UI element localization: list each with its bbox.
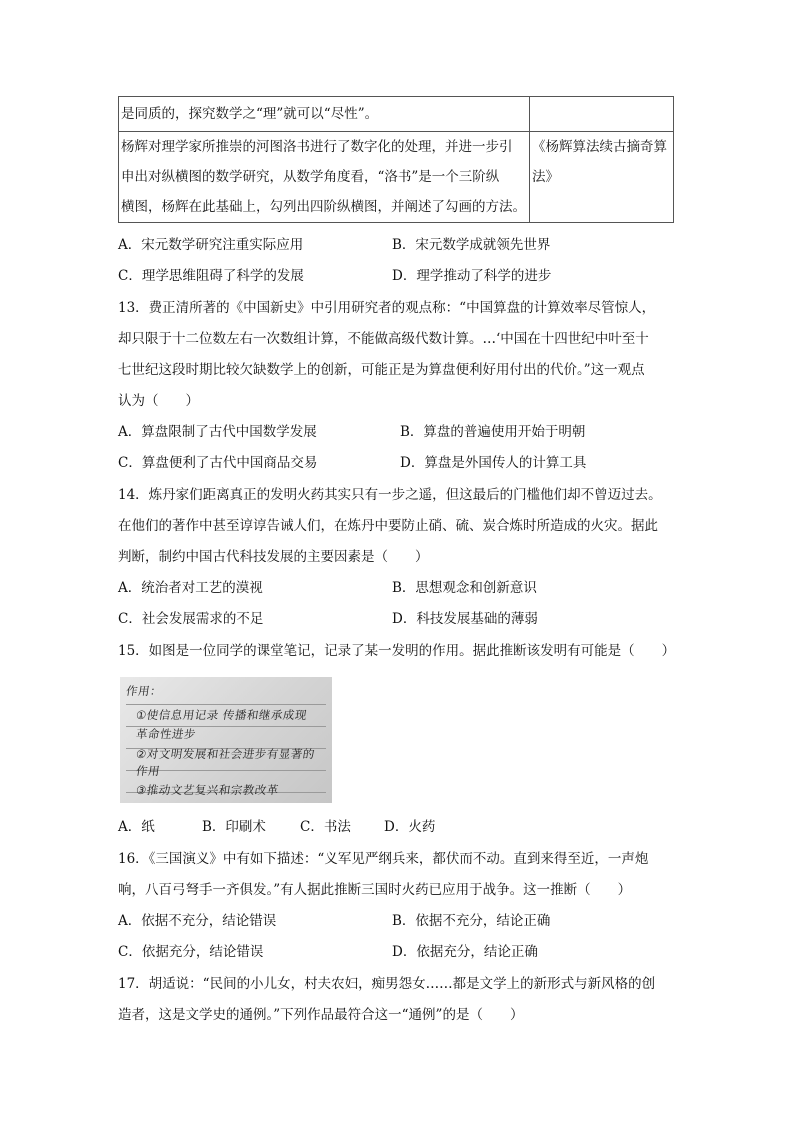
table-row [119,97,674,132]
table-text-line: 杨辉对理学家所推崇的河图洛书进行了数字化的处理，并进一步引 [121,139,513,155]
q14-option-b: B．思想观念和创新意识 [392,580,537,596]
q16-option-a: A．依据不充分，结论错误 [118,913,277,929]
q16-stem-line: 响，八百弓弩手一齐俱发。”有人据此推断三国时火药已应用于战争。这一推断（ ） [118,882,632,898]
q15-stem: 15．如图是一位同学的课堂笔记，记录了某一发明的作用。据此推断该发明有可能是（ ） [118,643,676,659]
q16-stem-line: 16．《三国演义》中有如下描述：“义军见严纲兵来，都伏而不动。直到来得至近，一声炮 [118,851,649,867]
note-ruled-line [126,704,326,705]
q12-option-a: A．宋元数学研究注重实际应用 [118,237,304,253]
q14-option-a: A．统治者对工艺的漠视 [118,580,263,596]
q13-option-d: D．算盘是外国传人的计算工具 [400,455,587,471]
q14-stem-line: 在他们的著作中甚至谆谆告诫人们，在炼丹中要防止硝、硫、炭合炼时所造成的火灾。据此 [118,518,658,534]
q13-option-a: A．算盘限制了古代中国数学发展 [118,424,317,440]
q14-option-d: D．科技发展基础的薄弱 [392,611,538,627]
q15-option-b: B．印刷术 [202,819,266,835]
note-handwriting-line: ②对文明发展和社会进步有显著的 [135,747,316,761]
q14-option-c: C．社会发展需求的不足 [118,611,264,627]
note-handwriting-line: ③推动文艺复兴和宗教改革 [135,783,280,797]
table-row [119,132,674,223]
reference-table [118,96,674,223]
q12-option-d: D．理学推动了科学的进步 [392,268,552,284]
table-cell-source [530,97,674,132]
note-handwriting-line: ①使信息用记录 传播和继承成现 [135,708,308,722]
table-text-line: 申出对纵横图的数学研究，从数学角度看，“洛书”是一个三阶纵 [121,169,500,185]
q16-option-d: D．依据充分，结论正确 [392,944,538,960]
table-source-line: 法》 [532,169,559,185]
handwritten-note-image [120,677,332,803]
q15-option-c: C．书法 [300,819,351,835]
q16-option-b: B．依据不充分，结论正确 [392,913,551,929]
q13-stem-line: 却只限于十二位数左右一次数组计算，不能做高级代数计算。…‘中国在十四世纪中叶至十 [118,331,649,347]
q15-option-d: D．火药 [384,819,436,835]
q13-stem-line: 七世纪这段时期比较欠缺数学上的创新，可能正是为算盘便利好用付出的代价。”这一观点 [118,362,645,378]
q14-stem-line: 14．炼丹家们距离真正的发明火药其实只有一步之遥，但这最后的门槛他们却不曾迈过去。 [118,487,662,503]
table-cell-text: 是同质的，探究数学之“理”就可以“尽性”。 [119,97,530,132]
q17-stem-line: 17．胡适说：“民间的小儿女，村夫农妇，痴男怨女……都是文学上的新形式与新风格的创 [118,976,656,992]
q13-stem-line: 认为（ ） [118,393,199,409]
table-text-line: 横图，杨辉在此基础上，勾列出四阶纵横图，并阐述了勾画的方法。 [121,199,526,215]
q17-stem-line: 造者，这是文学史的通例。”下列作品最符合这一“通例”的是（ ） [118,1007,524,1023]
note-handwriting-line: 作用： [125,684,163,698]
q12-option-b: B．宋元数学成就领先世界 [392,237,551,253]
table-cell-text [119,132,530,223]
q13-option-c: C．算盘便利了古代中国商品交易 [118,455,318,471]
q16-option-c: C．依据充分，结论错误 [118,944,264,960]
q13-stem-line: 13．费正清所著的《中国新史》中引用研究者的观点称：“中国算盘的计算效率尽管惊人， [118,300,656,316]
q14-stem-line: 判断，制约中国古代科技发展的主要因素是（ ） [118,549,429,565]
table-cell-source [530,132,674,223]
q12-option-c: C．理学思维阻碍了科学的发展 [118,268,304,284]
note-handwriting-line: 革命性进步 [135,727,197,741]
note-handwriting-line: 作用 [135,764,161,778]
table-source-line: 《杨辉算法续古摘奇算 [532,139,667,155]
q15-option-a: A．纸 [118,819,155,835]
q13-option-b: B．算盘的普遍使用开始于明朝 [400,424,586,440]
